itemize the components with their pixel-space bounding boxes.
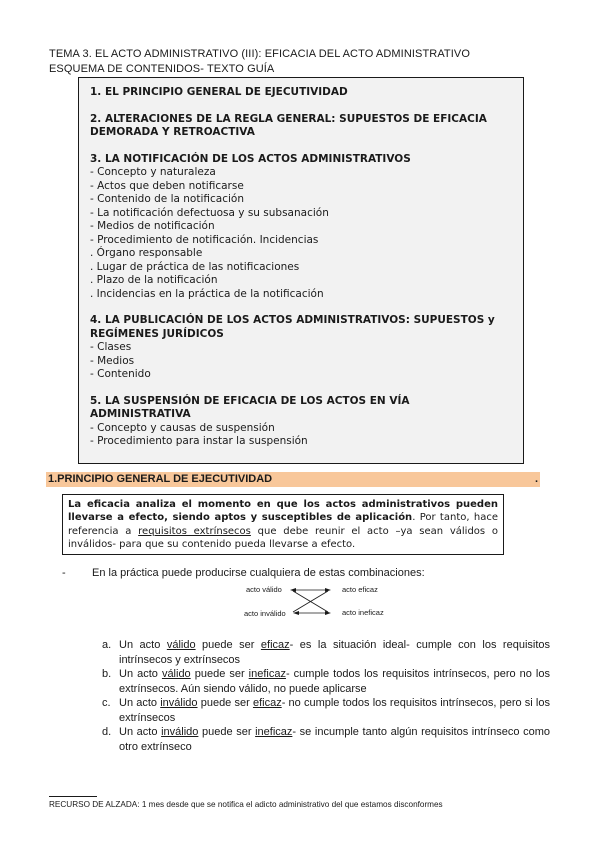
option-efficacy-term: ineficaz — [255, 726, 293, 738]
section-heading: 1.PRINCIPIO GENERAL DE EJECUTIVIDAD — [48, 473, 273, 485]
outline-section-5 — [90, 395, 512, 449]
concept-text: . Por tanto, hace referencia a — [68, 512, 498, 537]
outline-section-1 — [90, 86, 512, 100]
concept-bold-text: La eficacia analiza el momento en que los actos administrativos pueden llevarse a efecto, siendo aptos y susceptibles de aplicación — [68, 499, 498, 524]
combinations-intro — [62, 566, 425, 580]
option-letter: d. — [102, 726, 112, 738]
footnote-label: RECURSO DE ALZADA: — [49, 800, 140, 809]
outline-item: . Órgano responsable — [90, 247, 203, 259]
outline-section-3 — [90, 153, 512, 302]
diagram-label-invalid: acto inválido — [244, 609, 286, 618]
diagram-label-effective: acto eficaz — [342, 585, 378, 594]
document-header — [49, 47, 569, 77]
option-letter: a. — [102, 639, 112, 651]
outline-section-2 — [90, 113, 512, 140]
outline-item: - Actos que deben notificarse — [90, 179, 244, 192]
outline-item: - Medios de notificación — [90, 220, 215, 232]
concept-text-end: que debe reunir el acto –ya sean válidos o inválidos- para que su contenido pueda llevarse a efecto. — [68, 525, 499, 550]
section-heading-end: . — [534, 473, 538, 485]
outline-item: - La notificación defectuosa y su subsanación — [90, 206, 329, 219]
outline-section-title: 5. LA SUSPENSIÓN DE EFICACIA DE LOS ACTOS EN VÍA ADMINISTRATIVA — [90, 394, 410, 420]
list-item — [102, 696, 550, 725]
option-text: puede ser — [197, 697, 253, 709]
diagram-label-valid: acto válido — [246, 585, 282, 594]
outline-item: - Concepto y naturaleza — [90, 166, 216, 178]
validity-efficacy-diagram — [236, 581, 416, 621]
option-validity-term: inválido — [161, 726, 199, 738]
option-letter: c. — [102, 697, 111, 709]
outline-item: - Procedimiento de notificación. Incidencias — [90, 233, 319, 246]
diagram-arrows — [293, 590, 328, 613]
footnote-divider — [49, 796, 97, 797]
outline-section-title: 3. LA NOTIFICACIÓN DE LOS ACTOS ADMINISTRATIVOS — [90, 152, 411, 165]
outline-item: - Procedimiento para instar la suspensión — [90, 435, 308, 447]
outline-item: - Medios — [90, 354, 135, 367]
outline-section-title: 2. ALTERACIONES DE LA REGLA GENERAL: SUPUESTOS DE EFICACIA DEMORADA Y RETROACTIVA — [90, 112, 487, 138]
list-item — [102, 638, 550, 667]
option-text: - es la situación ideal- cumple con los requisitos intrínsecos y extrínsecos — [119, 639, 551, 666]
outline-section-title: 1. EL PRINCIPIO GENERAL DE EJECUTIVIDAD — [90, 86, 348, 98]
option-text: - cumple todos los requisitos intrínsecos, pero no los extrínsecos. Aún siendo válido, no puede aplicarse — [119, 668, 550, 695]
option-letter: b. — [102, 668, 112, 680]
option-efficacy-term: eficaz — [252, 697, 282, 709]
header-title: TEMA 3. EL ACTO ADMINISTRATIVO (III): EFICACIA DEL ACTO ADMINISTRATIVO — [49, 48, 471, 60]
outline-section-4 — [90, 314, 512, 382]
option-efficacy-term: ineficaz — [248, 668, 286, 680]
option-text: Un acto — [119, 639, 167, 651]
intro-text: En la práctica puede producirse cualquiera de estas combinaciones: — [92, 567, 425, 579]
diagram-label-ineffective: acto ineficaz — [342, 608, 384, 617]
option-text: Un acto — [119, 668, 162, 680]
footnote — [49, 799, 443, 810]
outline-item: . Plazo de la notificación — [90, 274, 218, 286]
option-validity-term: válido — [161, 668, 191, 680]
option-text: Un acto — [119, 726, 162, 738]
concept-underlined-term: requisitos extrínsecos — [138, 525, 251, 537]
combination-options-list — [102, 638, 550, 754]
option-validity-term: inválido — [160, 697, 198, 709]
concept-definition-box — [62, 494, 504, 555]
outline-section-title: 4. LA PUBLICACIÓN DE LOS ACTOS ADMINISTRATIVOS: SUPUESTOS y REGÍMENES JURÍDICOS — [90, 314, 495, 340]
footnote-text: 1 mes desde que se notifica el adicto administrativo del que estamos disconformes — [139, 800, 443, 809]
outline-item: - Concepto y causas de suspensión — [90, 421, 275, 434]
option-text: - no cumple todos los requisitos intrínsecos, pero si los extrínsecos — [119, 697, 550, 724]
option-text: puede ser — [195, 639, 261, 651]
option-text: Un acto — [119, 697, 161, 709]
option-validity-term: válido — [166, 639, 196, 651]
option-efficacy-term: eficaz — [260, 639, 290, 651]
option-text: puede ser — [190, 668, 249, 680]
header-subtitle: ESQUEMA DE CONTENIDOS- TEXTO GUÍA — [49, 63, 275, 75]
outline-item: . Lugar de práctica de las notificaciones — [90, 260, 300, 273]
option-text: - se incumple tanto algún requisitos intrínseco como otro extrínseco — [119, 726, 550, 753]
outline-item: - Contenido — [90, 368, 151, 380]
list-item — [102, 725, 550, 754]
bullet-dash: - — [62, 567, 66, 579]
option-text: puede ser — [198, 726, 256, 738]
outline-item: - Contenido de la notificación — [90, 193, 244, 205]
section-heading-band — [46, 472, 540, 487]
outline-item: - Clases — [90, 341, 132, 353]
outline-item: . Incidencias en la práctica de la notificación — [90, 287, 324, 300]
list-item — [102, 667, 550, 696]
contents-outline-box — [78, 77, 524, 464]
